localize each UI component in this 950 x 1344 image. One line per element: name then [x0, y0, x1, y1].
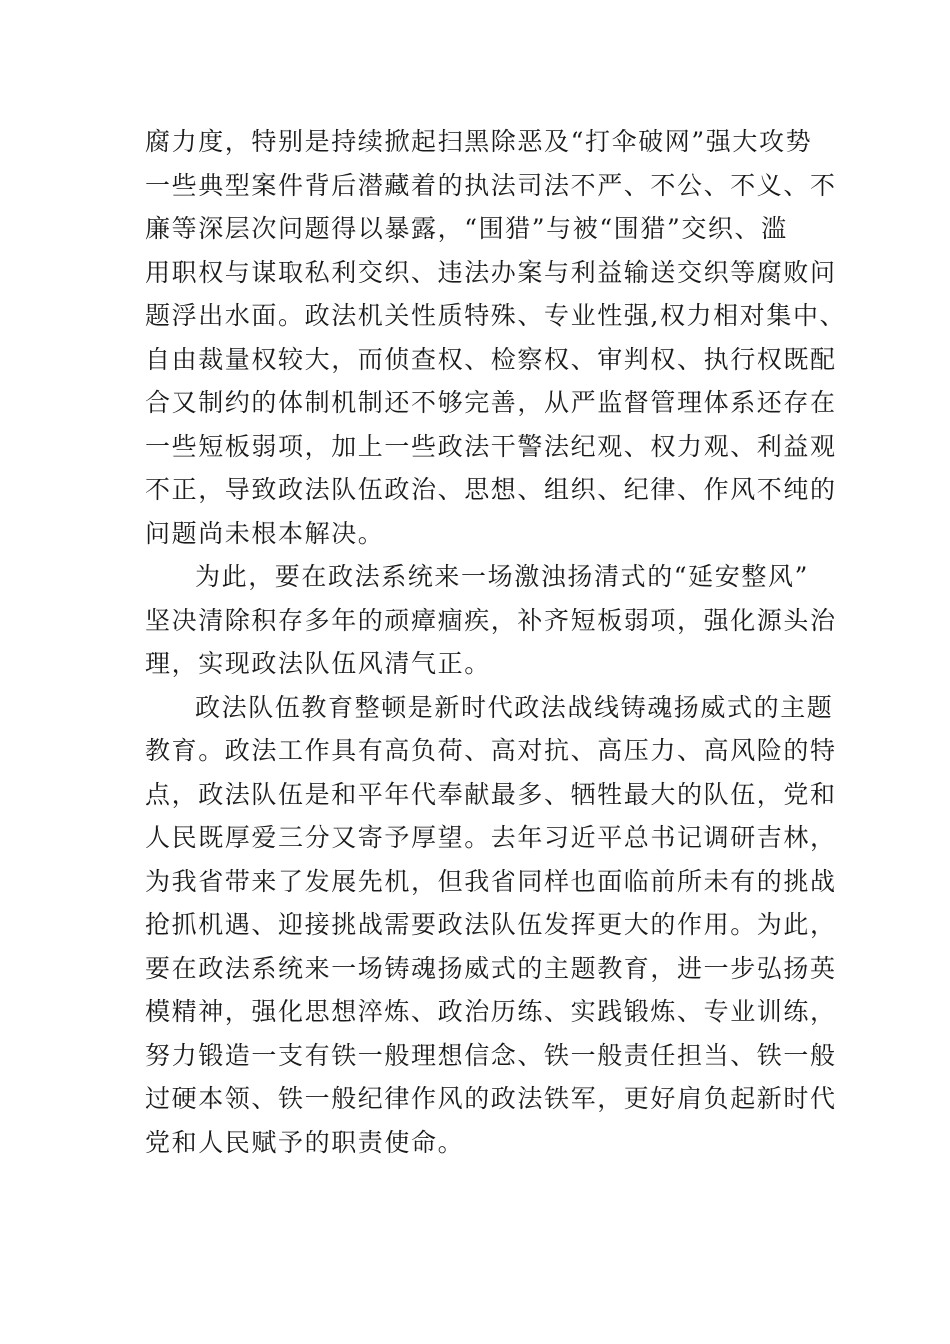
text-line: 为我省带来了发展先机，但我省同样也面临前所未有的挑战 [145, 866, 837, 896]
text-line: 努力锻造一支有铁一般理想信念、铁一般责任担当、铁一般 [145, 1040, 837, 1070]
text-line: 模精神，强化思想淬炼、政治历练、实践锻炼、专业训练， [145, 997, 837, 1026]
text-line: 人民既厚爱三分又寄予厚望。去年习近平总书记调研吉林， [145, 823, 837, 852]
text-line: 党和人民赋予的职责使命。 [145, 1127, 465, 1157]
text-line: 抢抓机遇、迎接挑战需要政法队伍发挥更大的作用。为此， [145, 910, 837, 939]
text-line: 合又制约的体制机制还不够完善，从严监督管理体系还存在 [145, 388, 837, 417]
text-line: 坚决清除积存多年的顽瘴痼疾，补齐短板弱项，强化源头治 [145, 605, 837, 635]
text-line: 腐力度，特别是持续掀起扫黑除恶及“打伞破网”强大攻势 [145, 127, 813, 156]
text-line: 政法队伍教育整顿是新时代政法战线铸魂扬威式的主题 [195, 692, 834, 722]
body-text [145, 120, 847, 1164]
paragraph-2 [145, 555, 837, 686]
text-line: 不正，导致政法队伍政治、思想、组织、纪律、作风不纯的 [145, 475, 837, 504]
text-line: 一些短板弱项，加上一些政法干警法纪观、权力观、利益观 [145, 431, 837, 461]
paragraph-3 [145, 686, 837, 1165]
text-line: 用职权与谋取私利交织、违法办案与利益输送交织等腐败问 [145, 257, 837, 287]
text-line: 廉等深层次问题得以暴露，“围猎”与被“围猎”交织、滥 [145, 214, 788, 243]
text-line: 教育。政法工作具有高负荷、高对抗、高压力、高风险的特 [145, 736, 837, 765]
text-line: 一些典型案件背后潜藏着的执法司法不严、不公、不义、不 [145, 170, 837, 200]
text-line: 理，实现政法队伍风清气正。 [145, 649, 491, 678]
paragraph-1 [145, 120, 847, 555]
text-line: 点，政法队伍是和平年代奉献最多、牺牲最大的队伍，党和 [145, 779, 837, 809]
text-line: 要在政法系统来一场铸魂扬威式的主题教育，进一步弘扬英 [145, 953, 837, 983]
text-line: 题浮出水面。政法机关性质特殊、专业性强,权力相对集中、 [145, 301, 847, 330]
text-line: 过硬本领、铁一般纪律作风的政法铁军，更好肩负起新时代 [145, 1084, 837, 1113]
text-line: 问题尚未根本解决。 [145, 518, 385, 548]
text-line: 自由裁量权较大，而侦查权、检察权、审判权、执行权既配 [145, 344, 837, 374]
text-line: 为此，要在政法系统来一场激浊扬清式的“延安整风” [195, 562, 809, 591]
